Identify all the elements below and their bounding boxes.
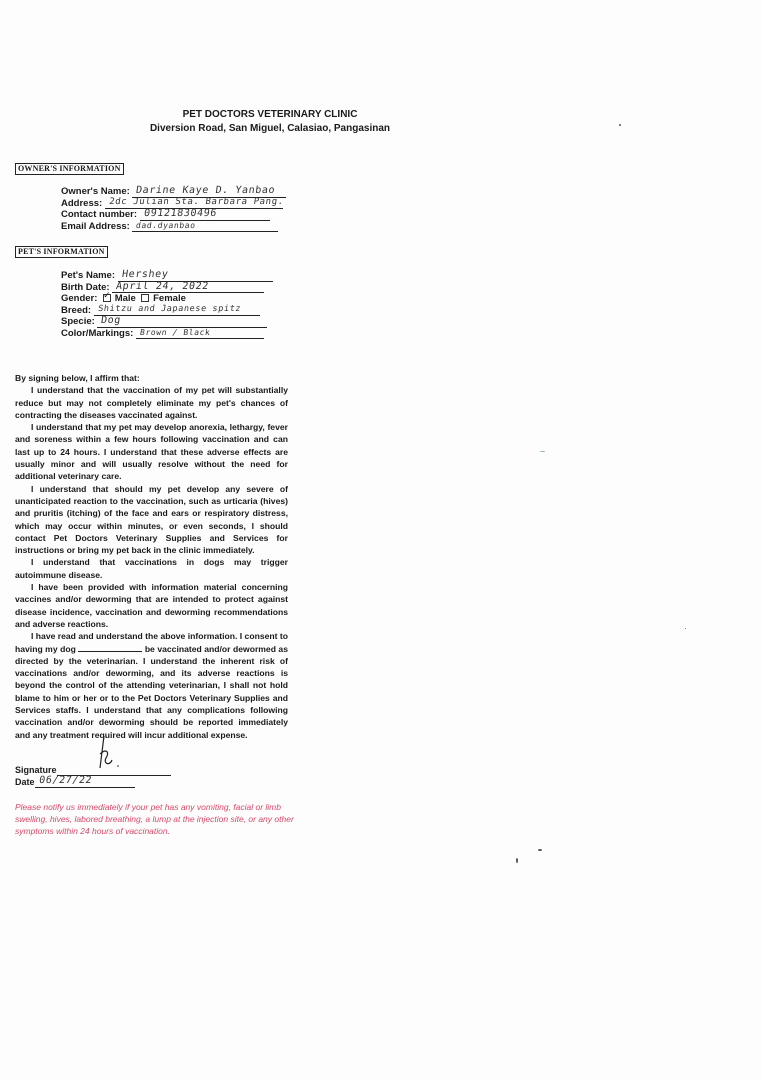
owner-contact-label: Contact number: xyxy=(61,209,137,220)
signature-row xyxy=(15,764,171,776)
pet-color-label: Color/Markings: xyxy=(61,327,134,339)
date-row xyxy=(15,776,171,788)
agreement-paragraph-4: I understand that vaccinations in dogs may trigger autoimmune disease. xyxy=(15,557,288,580)
scan-speck xyxy=(538,849,542,851)
owner-name-field[interactable] xyxy=(132,187,286,198)
pet-section-title: PET'S INFORMATION xyxy=(15,246,108,258)
scan-speck xyxy=(516,858,518,863)
pet-birth-field[interactable] xyxy=(112,282,264,293)
consent-text-end: be vaccinated and/or dewormed as directed by the veterinarian. I understand the inherent risk of vaccinations and/or deworming, and its adverse reactions is beyond the control of the attending veterinarian, I shall not hold blame to him or her or to the Pet Doctors Veterinary Supplies and Services staffs. I understand that any complications following vaccination and/or deworming should be reported immediately and any treatment required will incur additional expense. xyxy=(15,643,288,740)
owner-email-label: Email Address: xyxy=(61,220,130,232)
clinic-name: PET DOCTORS VETERINARY CLINIC xyxy=(182,109,358,120)
pet-birth-row xyxy=(61,282,273,294)
pet-breed-label: Breed: xyxy=(61,304,92,316)
consent-text-start: I have read and understand the above information. I consent to having my dog xyxy=(15,631,288,654)
owner-address-label: Address: xyxy=(61,197,103,209)
agreement-paragraph-2: I understand that my pet may develop anorexia, lethargy, fever and soreness within a few hours following vaccination and can last up to 24 hours. I understand that these adverse effects are usually minor and will usually resolve without the need for additional veterinary care. xyxy=(15,422,288,482)
pet-color-field[interactable] xyxy=(136,328,264,339)
pet-specie-value: Dog xyxy=(100,315,123,326)
signature-label: Signature xyxy=(15,765,57,775)
agreement-text xyxy=(15,372,288,741)
pet-birth-label: Birth Date: xyxy=(61,281,110,293)
date-value: 06/27/22 xyxy=(37,774,93,786)
owner-email-field[interactable] xyxy=(132,221,278,232)
agreement-paragraph-3: I understand that should my pet develop any severe of unanticipated reaction to the vaccination, such as urticaria (hives) and pruritis (itching) of the face and ears or respiratory distress, which may occur within minutes, or even seconds, I should contact Pet Doctors Veterinary Supplies and Services for instructions or bring my pet back in the clinic immediately. xyxy=(15,483,288,556)
owner-contact-value: 09121830496 xyxy=(142,208,218,219)
dog-name-blank[interactable] xyxy=(78,643,142,652)
owner-fields xyxy=(61,186,286,232)
owner-email-row xyxy=(61,221,286,233)
pet-specie-field[interactable] xyxy=(97,317,267,328)
pet-name-row xyxy=(61,270,273,282)
agreement-paragraph-5: I have been provided with information material concerning vaccines and/or deworming that are intended to protect against disease incidence, vaccination and deworming recommendations and adverse reactions. xyxy=(15,582,288,629)
owner-name-row xyxy=(61,186,286,198)
signature-block xyxy=(15,764,171,787)
agreement-paragraph-1: I understand that the vaccination of my pet will substantially reduce but may not completely eliminate my pet's chances of contracting the diseases vaccinated against. xyxy=(15,385,288,420)
owner-section-title: OWNER'S INFORMATION xyxy=(15,163,124,175)
scan-speck xyxy=(540,451,545,452)
pet-birth-value: April 24, 2022 xyxy=(115,280,210,292)
agreement-intro: By signing below, I affirm that: xyxy=(15,373,140,383)
owner-contact-field[interactable] xyxy=(140,210,270,221)
clinic-address: Diversion Road, San Miguel, Calasiao, Pangasinan xyxy=(149,123,391,134)
agreement-paragraph-6 xyxy=(15,630,288,741)
date-label: Date xyxy=(15,776,35,787)
pet-name-value: Hershey xyxy=(120,269,169,280)
date-field[interactable] xyxy=(35,774,135,788)
pet-specie-label: Specie: xyxy=(61,316,95,327)
owner-email-value: dad.dyanbao xyxy=(135,220,197,230)
gender-female-label: Female xyxy=(153,293,186,304)
pet-fields xyxy=(61,270,273,339)
pet-name-label: Pet's Name: xyxy=(61,270,116,281)
owner-name-value: Darine Kaye D. Yanbao xyxy=(135,185,277,196)
pet-specie-row xyxy=(61,316,273,328)
pet-color-value: Brown / Black xyxy=(139,327,212,337)
pet-color-row xyxy=(61,328,273,340)
scan-speck xyxy=(619,124,621,126)
gender-male-checkbox[interactable] xyxy=(103,294,111,302)
pet-breed-row xyxy=(61,305,273,317)
pet-gender-row xyxy=(61,293,273,305)
pet-gender-label: Gender: xyxy=(61,293,98,304)
owner-address-value: 2dc Julian Sta. Barbara Pang. xyxy=(108,196,285,207)
gender-male-label: Male xyxy=(114,293,136,304)
owner-contact-row xyxy=(61,209,286,221)
notice-text: Please notify us immediately if your pet has any vomiting, facial or limb swelling, hives, labored breathing, a lump at the injection site, or any other symptoms within 24 hours of vaccination. xyxy=(15,802,294,836)
pet-name-field[interactable] xyxy=(118,271,273,282)
owner-name-label: Owner's Name: xyxy=(61,186,130,197)
pet-breed-value: Shitzu and Japanese spitz xyxy=(97,303,242,314)
clinic-header xyxy=(0,108,540,136)
gender-female-checkbox[interactable] xyxy=(141,294,149,302)
scan-speck xyxy=(685,628,686,629)
